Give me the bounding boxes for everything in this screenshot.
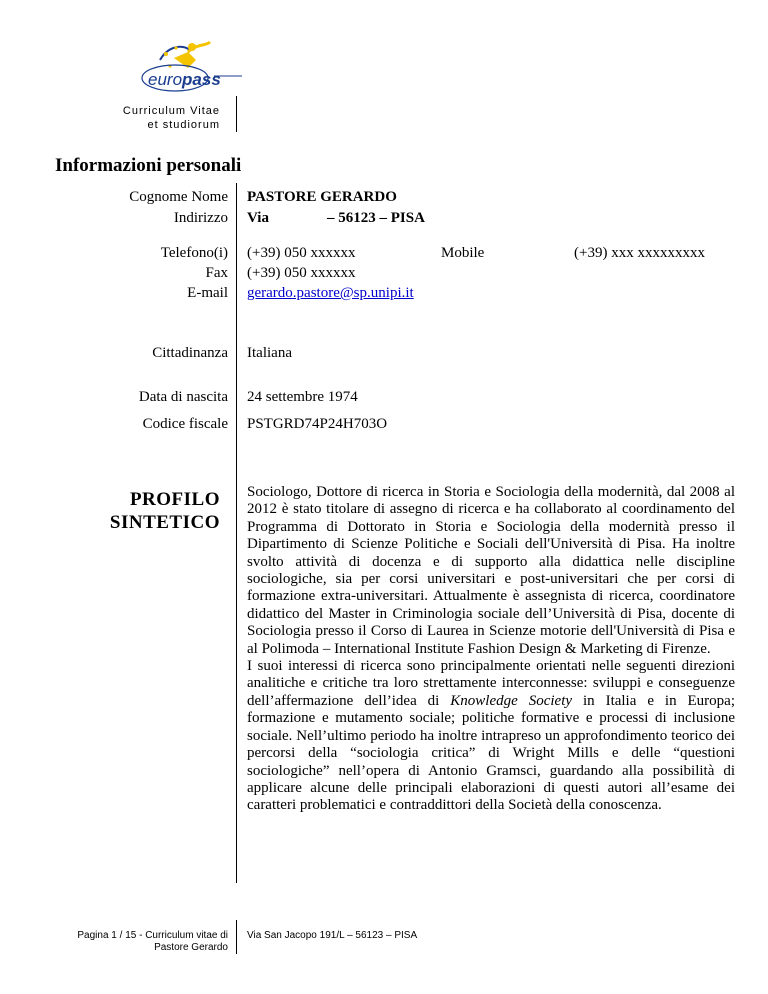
profile-title-line2: SINTETICO xyxy=(109,512,220,533)
europass-logo xyxy=(130,38,245,100)
mobile-value: (+39) xxx xxxxxxxxx xyxy=(574,245,705,261)
birth-label: Data di nascita xyxy=(138,389,228,405)
profile-title-line1: PROFILO xyxy=(129,489,220,510)
logo-caption-line1: Curriculum Vitae xyxy=(122,105,220,117)
main-divider xyxy=(236,183,237,883)
upper-divider xyxy=(236,96,237,132)
profile-title xyxy=(110,488,220,534)
address-street: Via xyxy=(247,210,269,226)
address-label: Indirizzo xyxy=(173,210,228,226)
footer-page-line1: Pagina 1 / 15 - Curriculum vitae di xyxy=(77,930,228,941)
profile-text xyxy=(247,484,735,815)
footer-divider xyxy=(236,920,237,954)
birth-value: 24 settembre 1974 xyxy=(247,389,358,405)
footer-page-line2: Pastore Gerardo xyxy=(154,942,228,953)
address-city: – 56123 – PISA xyxy=(327,210,425,226)
email-link[interactable]: gerardo.pastore@sp.unipi.it xyxy=(247,285,414,301)
logo-caption-line2: et studiorum xyxy=(147,119,220,131)
knowledge-society-term: Knowledge Society xyxy=(450,692,573,709)
citizenship-value: Italiana xyxy=(247,345,292,361)
profile-paragraph-2 xyxy=(247,658,735,815)
profile-paragraph-2-end: in Italia e in Europa; formazione e mutamento sociale; politiche formative e processi di inclusione sociale. Nell’ultimo periodo ha inoltre intrapreso un approfondimento teorico dei percorsi della “sociologia critica” di Wright Mills e delle “questioni sociologiche” nell’opera di Antonio Gramsci, guardando alla possibilità di applicare alcune delle principali elaborazioni di questi autori all’esame dei caratteri problematici e contraddittori della Società della conoscenza. xyxy=(247,692,735,814)
footer-address: Via San Jacopo 191/L – 56123 – PISA xyxy=(247,930,418,941)
name-label: Cognome Nome xyxy=(129,189,228,205)
europass-brand: europass xyxy=(148,70,221,89)
mobile-label: Mobile xyxy=(441,245,485,261)
profile-paragraph-1: Sociologo, Dottore di ricerca in Storia e Sociologia della modernità, dal 2008 al 2012 è stato titolare di assegno di ricerca e ha collaborato al coordinamento del Programma di Dottorato in Storia e Sociologia della modernità presso il Dipartimento di Scienze Politiche e Sociali dell'Università di Pisa. Ha inoltre svolto attività di docenza e di supporto alla didattica nelle discipline sociologiche, sia per corsi universitari e post-universitari che per corsi di formazione extra-universitari. Attualmente è assegnista di ricerca, coordinatore didattico del Master in Criminologia sociale dell’Università di Pisa, docente di Sociologia presso il Corso di Laurea in Scienze motorie dell'Università di Pisa e al Polimoda – International Institute Fashion Design & Marketing di Firenze. xyxy=(247,484,735,657)
logo-caption xyxy=(123,104,220,132)
email-label: E-mail xyxy=(187,285,228,301)
name-value: PASTORE GERARDO xyxy=(247,189,397,205)
phone-value: (+39) 050 xxxxxx xyxy=(247,245,356,261)
fax-label: Fax xyxy=(205,265,228,281)
fax-value: (+39) 050 xxxxxx xyxy=(247,265,356,281)
citizenship-label: Cittadinanza xyxy=(152,345,228,361)
europass-logo-graphic xyxy=(130,38,245,100)
footer-page-info xyxy=(77,930,228,954)
phone-label: Telefono(i) xyxy=(160,245,228,261)
section-title-personal: Informazioni personali xyxy=(55,155,242,176)
tax-code-label: Codice fiscale xyxy=(142,416,228,432)
profile-paragraph-2-start: I suoi interessi di ricerca sono principalmente orientati nelle seguenti direzioni analitiche e critiche tra loro strettamente interconnesse: sviluppi e conseguenze dell’affermazione dell’idea di xyxy=(247,658,735,709)
tax-code-value: PSTGRD74P24H703O xyxy=(247,416,388,432)
